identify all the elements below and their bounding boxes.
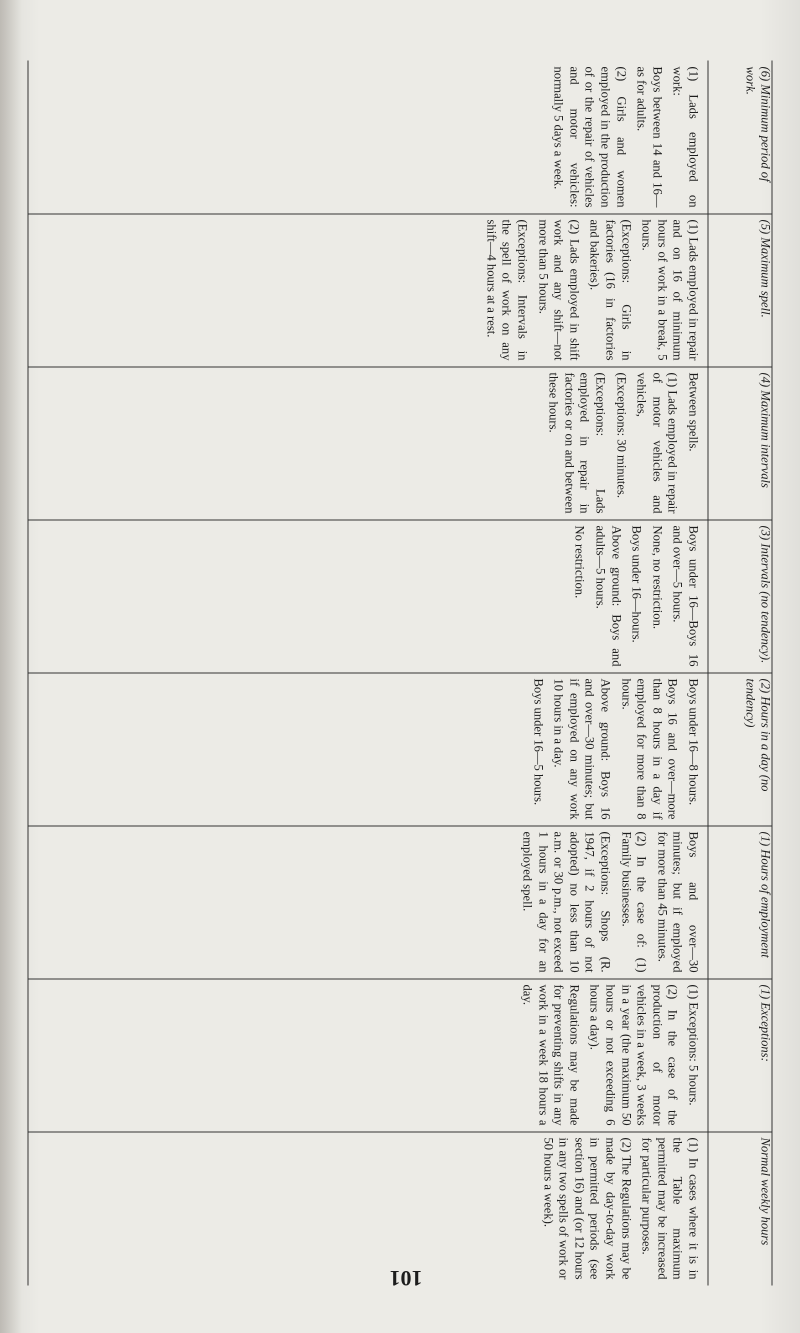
column-heading: (4) Maximum intervals [758, 372, 772, 488]
cell-text: Above ground: Boys and adults—5 hours. [593, 525, 623, 666]
table-column [30, 672, 700, 825]
table-column [30, 825, 700, 978]
column-heading: Normal weekly hours [758, 1137, 772, 1245]
column-heading: (5) Maximum spell. [758, 219, 772, 318]
cell-text: Boys between 14 and 16—as for adults. [634, 66, 664, 207]
regulations-table [27, 60, 772, 1285]
column-heading: (1) Exceptions: [758, 984, 772, 1062]
cell-text: Boys 16 and over—more than 8 hours in a day if employed for more than 8 hours. [618, 678, 680, 819]
cell-text: Above ground: Boys 16 and over—30 minutes; but if employed on any work 10 hours in a day. [551, 678, 613, 819]
table-column [30, 1131, 700, 1285]
cell-text: (Exceptions: 30 minutes. [613, 372, 628, 498]
cell-text: None, no restriction. [649, 525, 664, 629]
table-column [30, 519, 700, 672]
cell-text: Between spells. [686, 372, 700, 452]
cell-text: (1) Lads employed on work: [670, 66, 700, 207]
page-number: 101 [389, 1266, 423, 1291]
cell-text: (2) Lads employed in shift work and any shift—not more than 5 hours. [535, 219, 581, 360]
cell-text: (Exceptions: Intervals in the spell of work on any shift—4 hours at a rest. [483, 219, 530, 360]
cell-text: (2) Girls and women employed in the production of or the repair of vehicles and motor vehicles: normally 5 days a week. [551, 66, 628, 207]
cell-text: (1) Lads employed in repair and on 16 of minimum hours of work in a break, 5 hours. [639, 219, 700, 360]
cell-text: (Exceptions: Girls in factories (16 in factories and bakeries). [587, 219, 633, 360]
table-column [30, 366, 700, 519]
table-column [30, 60, 700, 213]
cell-text: (1) In cases where it is in the Table maximum permitted may be increased for particular purposes. [639, 1137, 700, 1279]
cell-text: Boys under 16—8 hours. [686, 678, 700, 805]
cell-text: (2) The Regulations may be made by day-to-day work in permitted periods (see section 16) and (or 12 hours in any two spells of work or 50 hours a week). [540, 1137, 633, 1279]
cell-text: Boys and over—30 minutes; but if employed for more than 45 minutes. [654, 831, 700, 972]
cell-text: (1) Lads employed in repair of motor vehicles and vehicles, [634, 372, 680, 513]
column-heading: (3) Intervals (no tendency). [758, 525, 772, 663]
cell-text: Boys under 16—Boys 16 and over—5 hours. [670, 525, 700, 666]
column-heading: (1) Hours of employment [758, 831, 772, 958]
column-heading: (2) Hours in a day (no tendency) [743, 678, 772, 791]
cell-text: (Exceptions: Shops (R. 1947, if 2 hours of not adopted) no less than 10 a.m. or 30 p.m., not exceed 1 hours in a day for an employed spell. [520, 831, 613, 972]
cell-text: Boys under 16—hours. [629, 525, 644, 643]
column-heading: (6) Minimum period of work. [743, 66, 772, 182]
cell-text: (Exceptions: Lads employed in repair in factories or on and between these hours. [546, 372, 608, 513]
cell-text: No restriction. [572, 525, 587, 598]
cell-text: Boys under 16—5 hours. [530, 678, 545, 805]
table-column [30, 213, 700, 366]
cell-text: (2) In the case of the production of motor vehicles in a week, 3 weeks in a year (the maximum 50 hours or not exceeding 6 hours a day). [587, 984, 680, 1125]
table-column [30, 978, 700, 1131]
cell-text: (2) In the case of: (1) Family businesses. [618, 831, 649, 972]
cell-text: Regulations may be made for preventing shifts in any work in a week 18 hours a day. [520, 984, 581, 1125]
cell-text: (1) Exceptions: 5 hours. [686, 984, 700, 1106]
